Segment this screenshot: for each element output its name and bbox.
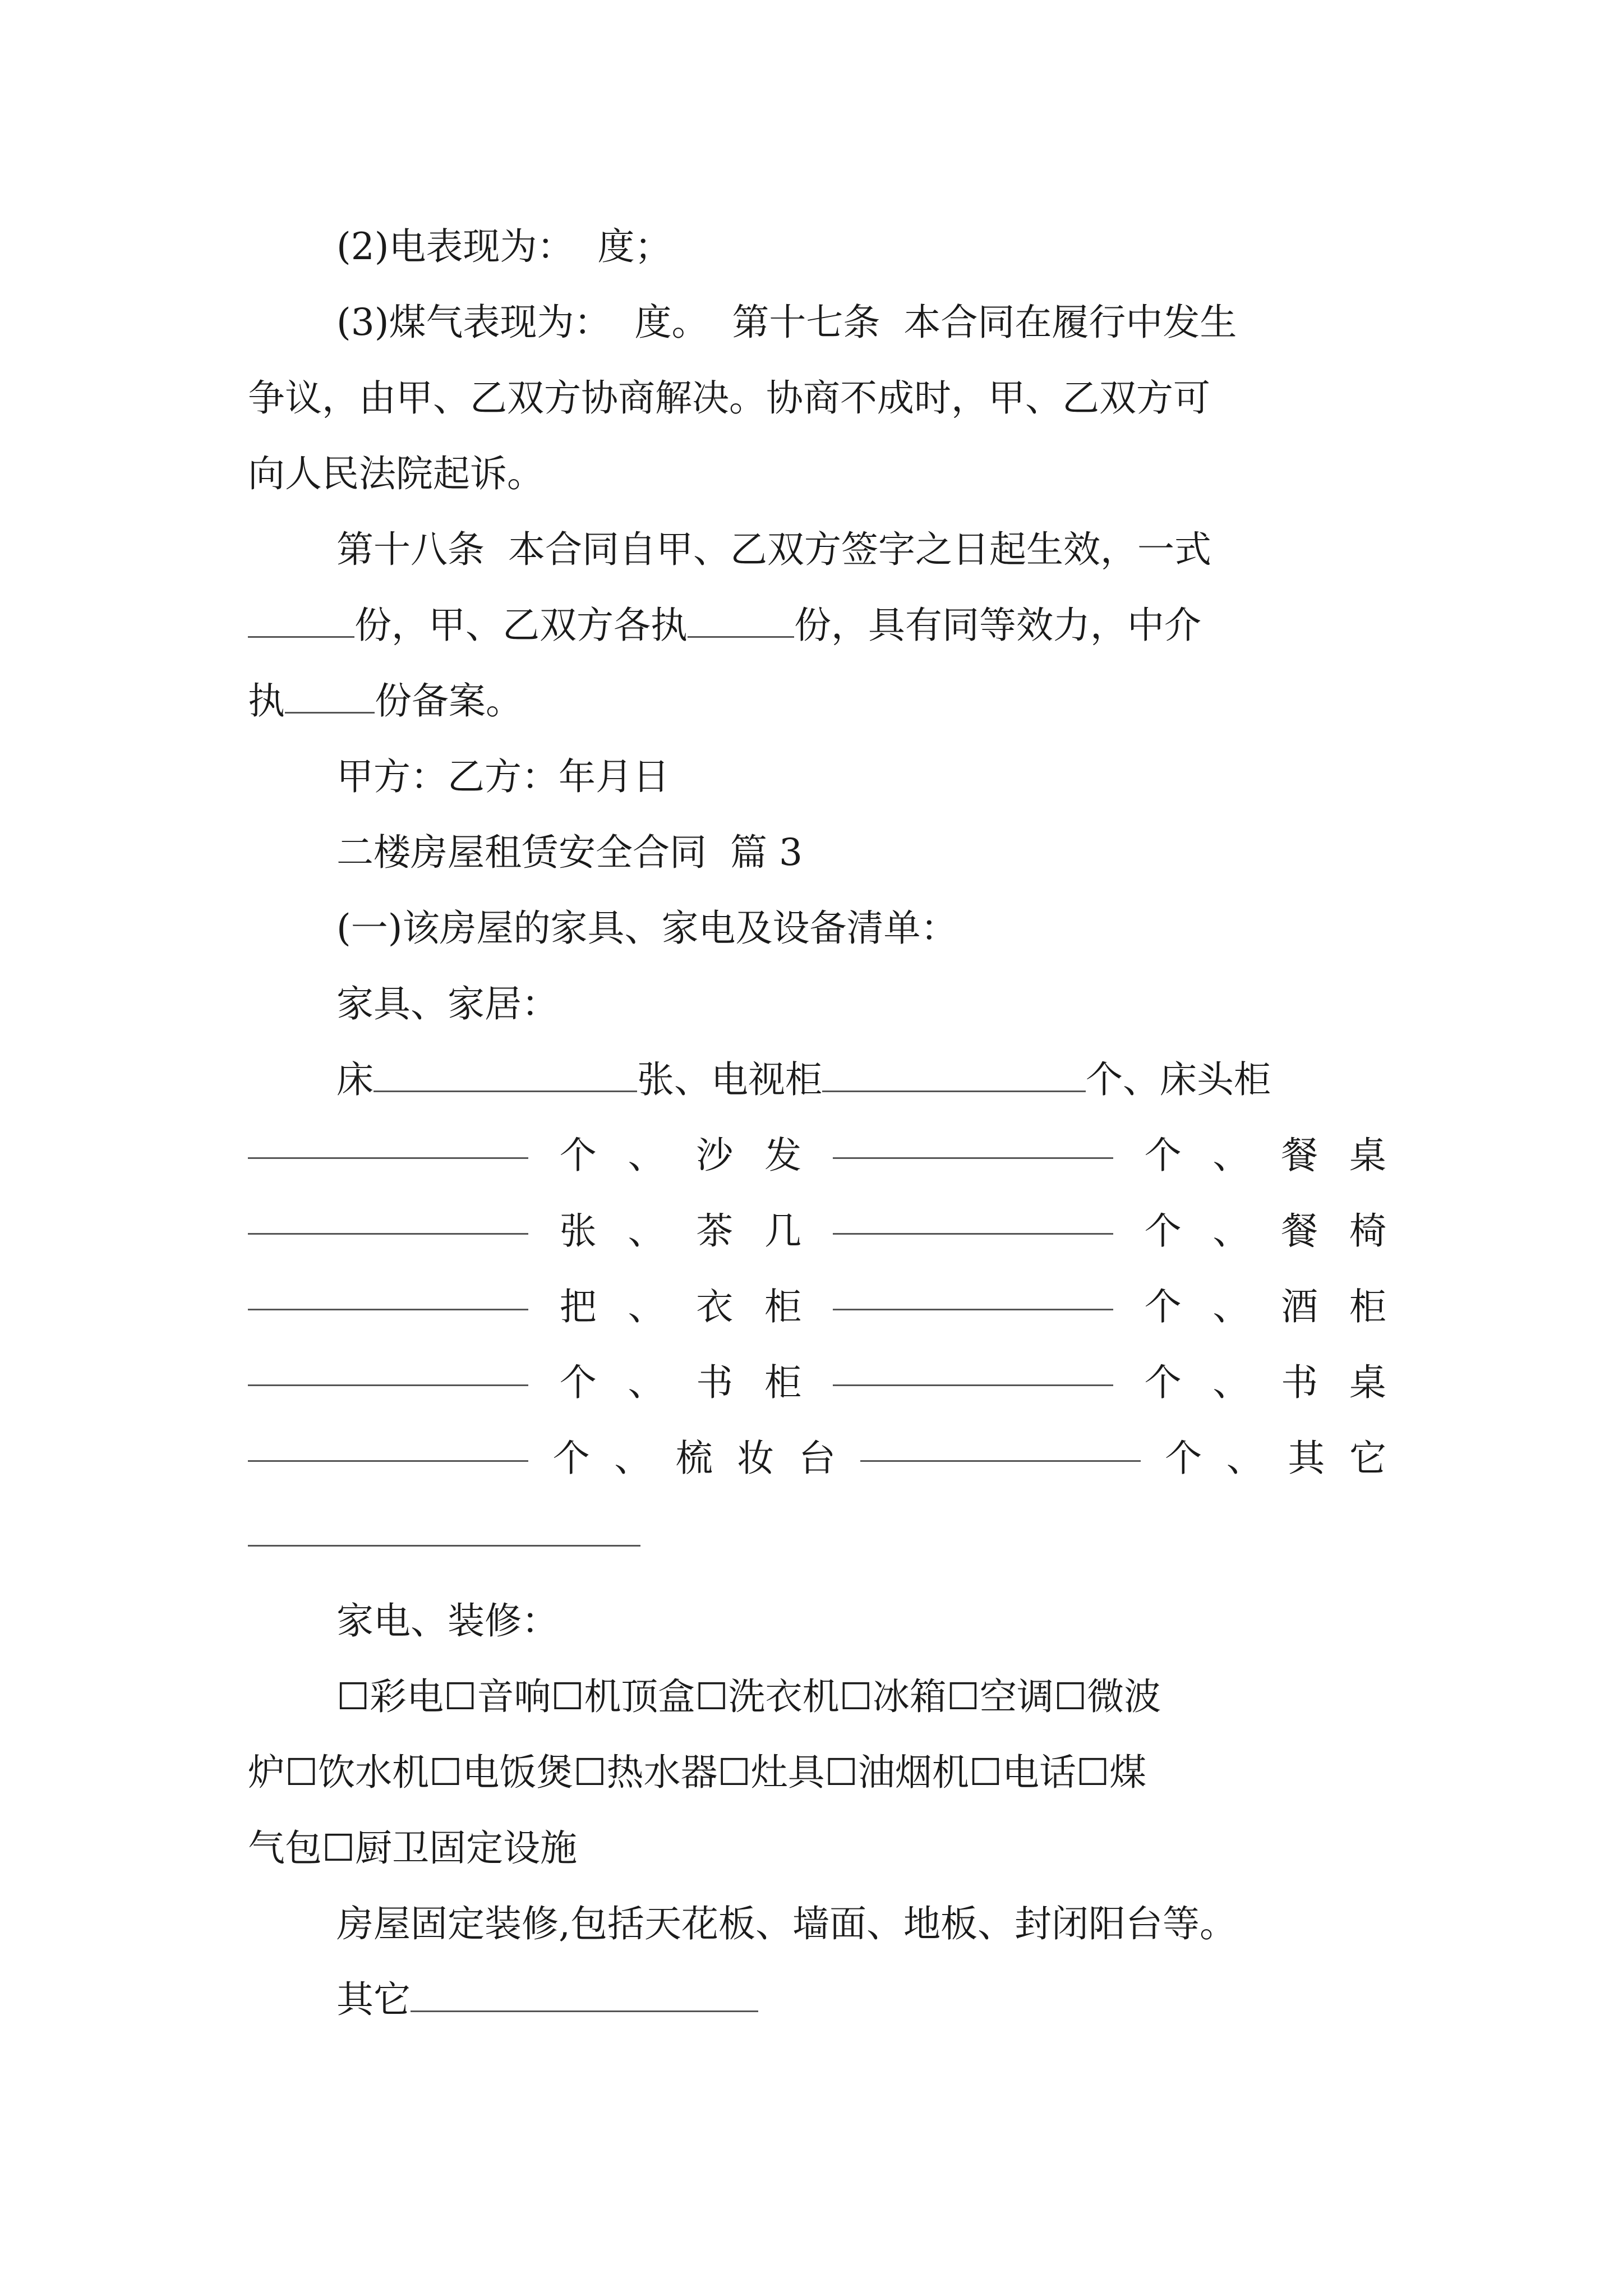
nightstand-blank[interactable] — [248, 1125, 528, 1159]
section-title: 二楼房屋租赁安全合同 篇 3 — [336, 831, 803, 874]
furniture-row-2: 张 、 茶 几 个 、 餐 椅 — [248, 1200, 1386, 1262]
lawsuit-line: 向人民法院起诉。 — [248, 452, 544, 495]
sofa-blank[interactable] — [833, 1125, 1113, 1159]
copies-blank[interactable] — [248, 604, 354, 638]
wardrobe-blank[interactable] — [833, 1276, 1113, 1310]
appliance-checklist-line-1[interactable]: ☐彩电☐音响☐机顶盒☐洗衣机☐冰箱☐空调☐微波 — [336, 1675, 1161, 1718]
meter-gas-line: (3)煤气表现为： 度。 第十七条 本合同在履行中发生 — [336, 301, 1237, 344]
dresser-blank[interactable] — [860, 1428, 1141, 1462]
furniture-row-0: 床 张、电视柜 个、床头柜 — [336, 1058, 1271, 1101]
agency-copies-blank[interactable] — [285, 679, 375, 714]
wine-cabinet-blank[interactable] — [248, 1352, 528, 1386]
other-furniture-line — [248, 1503, 1386, 1565]
list-heading: (一)该房屋的家具、家电及设备清单： — [336, 907, 958, 950]
meter-electric-line: (2)电表现为： 度； — [336, 225, 672, 268]
bed-blank[interactable] — [374, 1058, 637, 1092]
furniture-row-4: 个 、 书 柜 个 、 书 桌 — [248, 1352, 1386, 1414]
dining-chair-blank[interactable] — [248, 1276, 528, 1310]
agency-line: 执 份备案。 — [248, 679, 523, 723]
copies-line: 份，甲、乙双方各执 份，具有同等效力，中介 — [248, 595, 1386, 656]
article-18-line: 第十八条 本合同自甲、乙双方签字之日起生效，一式 — [336, 528, 1211, 571]
other-line: 其它 — [336, 1969, 1475, 2031]
furniture-row-3: 把 、 衣 柜 个 、 酒 柜 — [248, 1276, 1386, 1338]
dispute-line: 争议，由甲、乙双方协商解决。协商不成时，甲、乙双方可 — [248, 376, 1210, 420]
other-blank[interactable] — [411, 1978, 758, 2012]
tea-table-blank[interactable] — [833, 1200, 1113, 1235]
furniture-heading: 家具、家居： — [336, 982, 559, 1025]
fixed-decoration-line: 房屋固定装修,包括天花板、墙面、地板、封闭阳台等。 — [336, 1902, 1237, 1945]
furniture-row-5: 个 、 梳 妆 台 个 、 其 它 — [248, 1428, 1386, 1489]
furniture-row-1: 个 、 沙 发 个 、 餐 桌 — [248, 1125, 1386, 1186]
tv-cabinet-blank[interactable] — [822, 1058, 1086, 1092]
desk-blank[interactable] — [248, 1428, 528, 1462]
each-party-blank[interactable] — [688, 604, 794, 638]
appliance-checklist-line-3[interactable]: 气包☐厨卫固定设施 — [248, 1826, 578, 1870]
bookcase-blank[interactable] — [833, 1352, 1113, 1386]
dining-table-blank[interactable] — [248, 1200, 528, 1235]
appliances-heading: 家电、装修： — [336, 1599, 559, 1642]
other-furniture-blank[interactable] — [248, 1512, 640, 1547]
appliance-checklist-line-2[interactable]: 炉☐饮水机☐电饭煲☐热水器☐灶具☐油烟机☐电话☐煤 — [248, 1751, 1147, 1794]
signature-line: 甲方：乙方：年月日 — [336, 755, 670, 798]
